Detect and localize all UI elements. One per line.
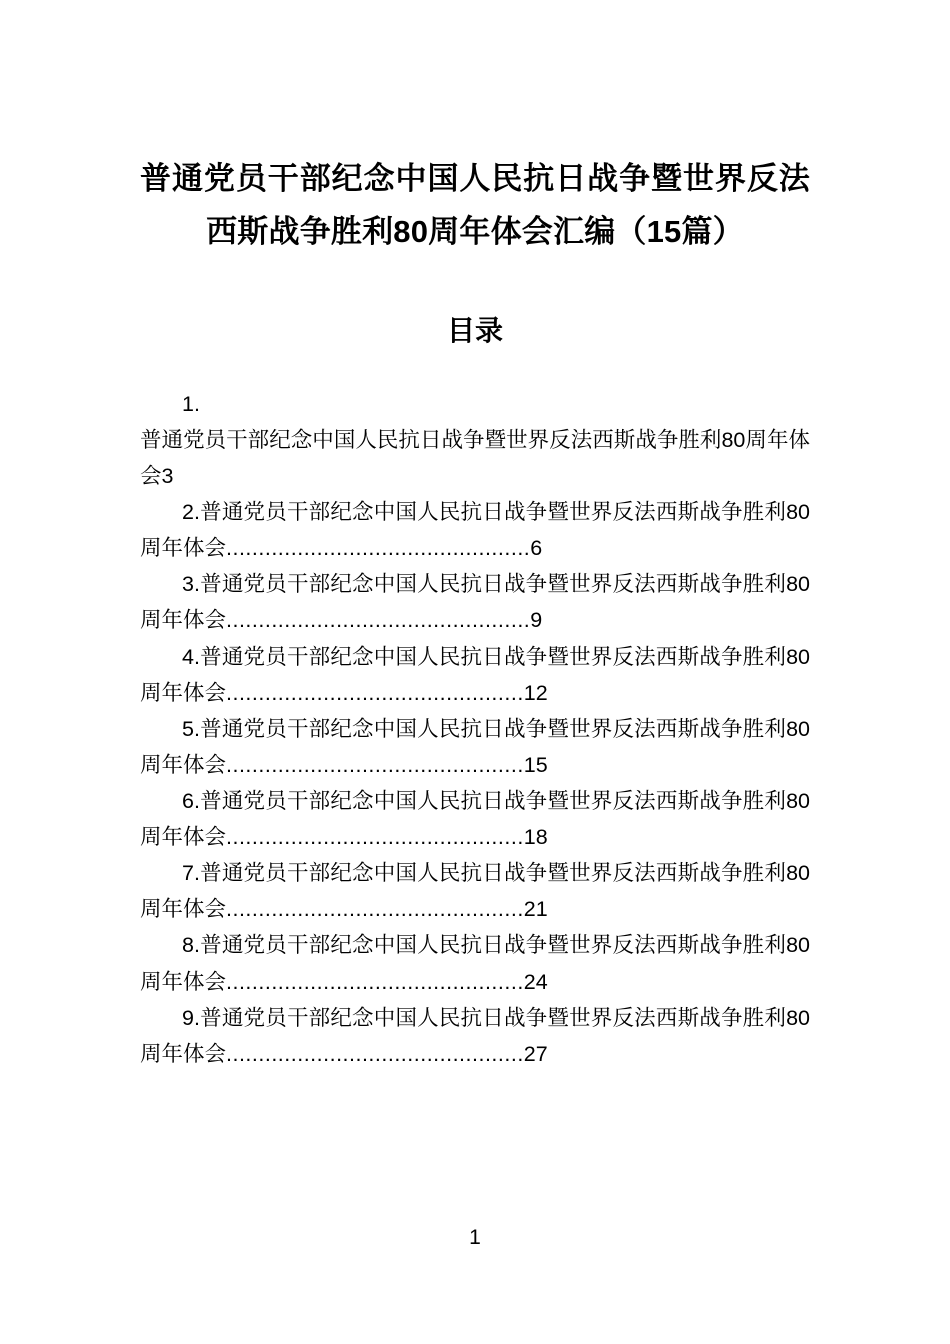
toc-entry-page: 15 [523,752,548,777]
toc-entry-dots: .............................................. [226,897,524,922]
toc-entry-number: 9. [182,1005,200,1030]
page-number: 1 [469,1226,481,1249]
toc-entry-page: 24 [523,969,548,994]
toc-entry-title: 普通党员干部纪念中国人民抗日战争暨世界反法西斯战争胜利80周年体会 [140,572,810,633]
toc-entry-number: 1. [182,391,200,416]
toc-entry-number: 2. [182,500,200,525]
toc-entry-page: 18 [523,825,548,850]
table-of-contents [140,386,810,1072]
toc-entry-number: 3. [182,572,200,597]
toc-entry-page: 6 [530,536,543,561]
toc-entry[interactable] [140,855,810,927]
toc-entry-dots: .............................................. [226,825,524,850]
toc-entry[interactable] [140,927,810,999]
toc-entry[interactable] [140,639,810,711]
toc-entry-dots: .............................................. [226,680,524,705]
toc-entry[interactable] [140,494,810,566]
toc-entry-page: 21 [523,897,548,922]
toc-entry-title: 普通党员干部纪念中国人民抗日战争暨世界反法西斯战争胜利80周年体会 [140,427,810,489]
page-title: 普通党员干部纪念中国人民抗日战争暨世界反法西斯战争胜利80周年体会汇编（15篇） [140,161,810,250]
toc-entry-number: 6. [182,789,200,814]
toc-entry[interactable] [140,711,810,783]
toc-entry-page: 27 [523,1041,548,1066]
toc-entry-number: 7. [182,861,200,886]
toc-entry-dots: ............................................... [226,536,531,561]
toc-entry-dots: .............................................. [226,969,524,994]
toc-entry[interactable] [140,566,810,638]
toc-entry-page: 12 [523,680,548,705]
toc-entry-title: 普通党员干部纪念中国人民抗日战争暨世界反法西斯战争胜利80周年体会 [140,861,810,922]
toc-entry-dots: ............................................... [226,608,531,633]
toc-entry[interactable] [140,386,810,494]
toc-entry-title: 普通党员干部纪念中国人民抗日战争暨世界反法西斯战争胜利80周年体会 [140,716,810,777]
toc-entry-dots: .............................................. [226,1041,524,1066]
toc-entry-title: 普通党员干部纪念中国人民抗日战争暨世界反法西斯战争胜利80周年体会 [140,789,810,850]
toc-entry[interactable] [140,783,810,855]
toc-entry-page: 9 [530,608,543,633]
toc-entry[interactable] [140,1000,810,1072]
toc-entry-dots: .............................................. [226,752,524,777]
toc-entry-number: 5. [182,716,200,741]
toc-entry-title: 普通党员干部纪念中国人民抗日战争暨世界反法西斯战争胜利80周年体会 [140,500,810,561]
toc-entry-title: 普通党员干部纪念中国人民抗日战争暨世界反法西斯战争胜利80周年体会 [140,644,810,705]
toc-entry-page: 3 [161,464,174,489]
toc-heading: 目录 [446,314,503,346]
toc-entry-title: 普通党员干部纪念中国人民抗日战争暨世界反法西斯战争胜利80周年体会 [140,933,810,994]
toc-entry-number: 8. [182,933,200,958]
toc-entry-title: 普通党员干部纪念中国人民抗日战争暨世界反法西斯战争胜利80周年体会 [140,1005,810,1066]
toc-entry-number: 4. [182,644,200,669]
